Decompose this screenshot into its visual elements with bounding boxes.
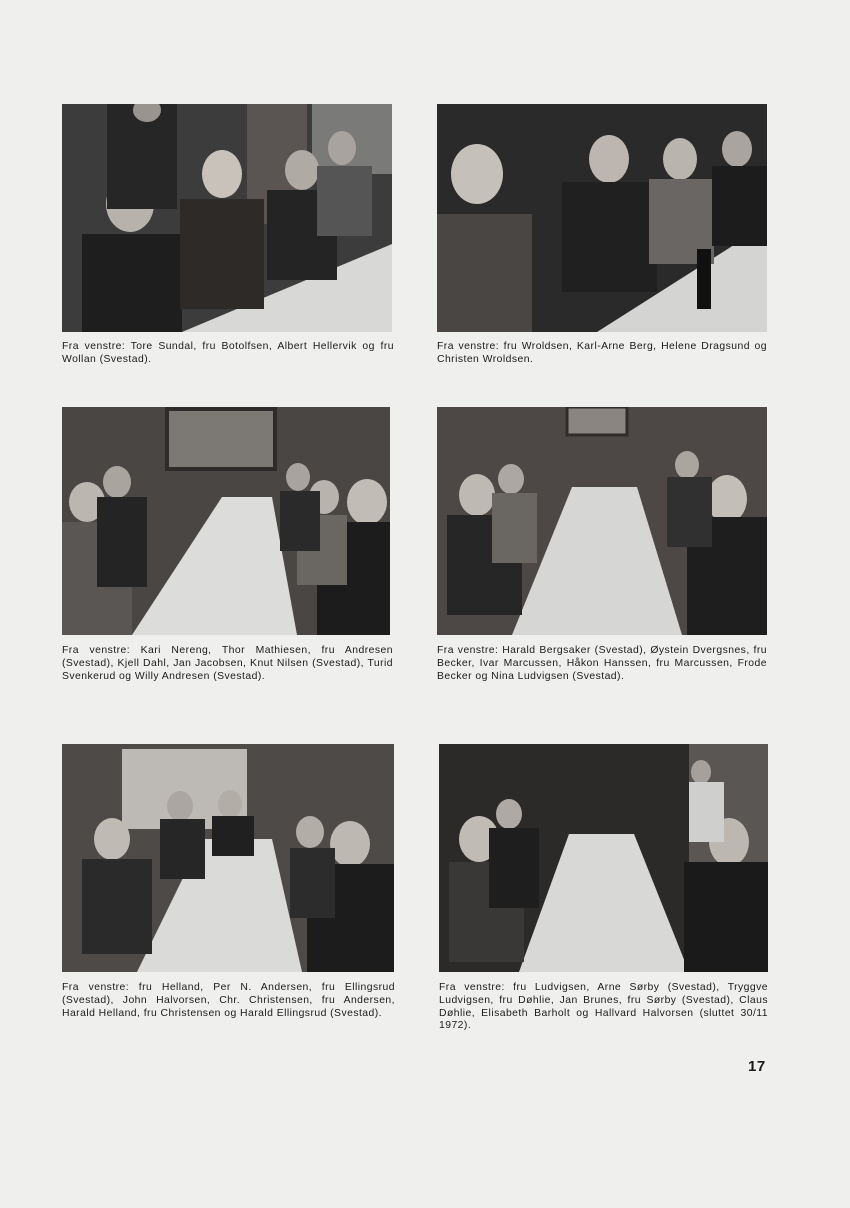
photo-caption: Fra venstre: fru Helland, Per N. Andersen, fru Ellingsrud (Svestad), John Halvorsen, Chr. Christensen, fru Andersen, Harald Helland, fru Christensen og Harald Ellingsrud (Svestad).	[62, 982, 395, 1019]
photo-dinner-table-4	[437, 407, 767, 635]
photo-dinner-table-2	[437, 104, 767, 332]
page-number: 17	[748, 1058, 766, 1075]
photo-caption: Fra venstre: Harald Bergsaker (Svestad), Øystein Dvergsnes, fru Becker, Ivar Marcussen, Håkon Hanssen, fru Marcussen, Frode Becker og Nina Ludvigsen (Svestad).	[437, 645, 767, 682]
photo-caption: Fra venstre: Tore Sundal, fru Botolfsen, Albert Hellervik og fru Wollan (Svestad).	[62, 341, 394, 365]
photo-caption: Fra venstre: fru Wroldsen, Karl-Arne Berg, Helene Dragsund og Christen Wroldsen.	[437, 341, 767, 365]
photo-dinner-table-3	[62, 407, 390, 635]
photo-caption: Fra venstre: fru Ludvigsen, Arne Sørby (Svestad), Tryggve Ludvigsen, fru Døhlie, Jan Brunes, fru Sørby (Svestad), Claus Døhlie, Elisabeth Barholt og Hallvard Halvorsen (sluttet 30/11 1972).	[439, 982, 768, 1032]
photo-dinner-table-6	[439, 744, 768, 972]
photo-dinner-table-1	[62, 104, 392, 332]
photo-caption: Fra venstre: Kari Nereng, Thor Mathiesen, fru Andresen (Svestad), Kjell Dahl, Jan Jacobsen, Knut Nilsen (Svestad), Turid Svenkerud og Willy Andresen (Svestad).	[62, 645, 393, 682]
photo-dinner-table-5	[62, 744, 394, 972]
